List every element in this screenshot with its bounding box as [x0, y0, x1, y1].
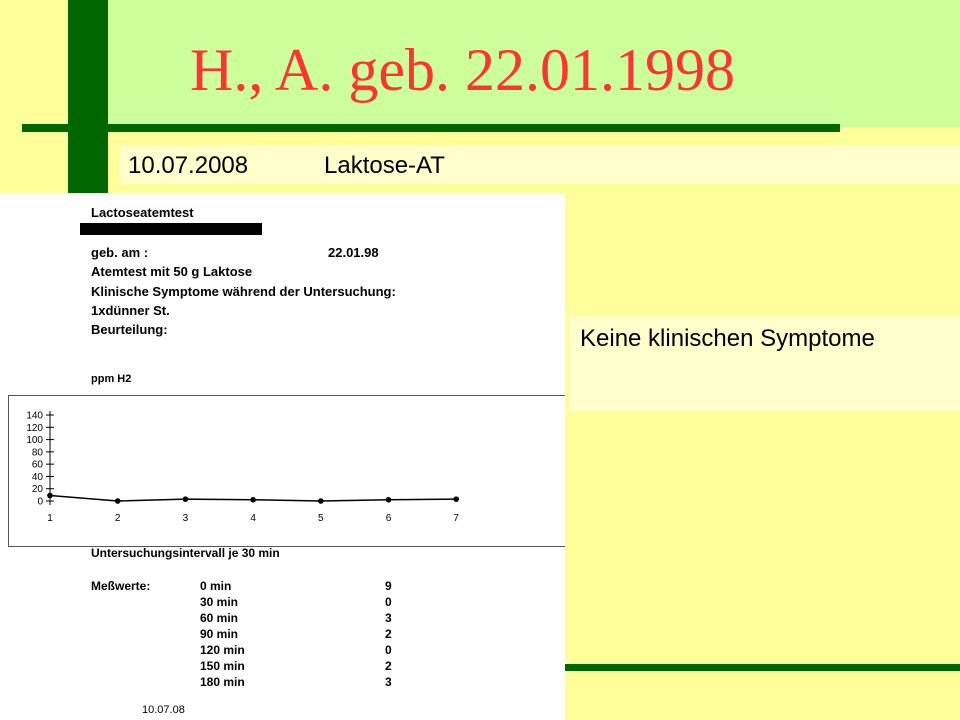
data-point [453, 496, 459, 502]
y-tick-label: 100 [26, 435, 43, 447]
measurement-time: 120 min [200, 643, 245, 657]
data-point [183, 496, 189, 502]
data-point [386, 497, 392, 503]
x-tick-label: 7 [453, 513, 459, 524]
test-name: Laktose-AT [324, 152, 445, 179]
x-tick-label: 3 [182, 513, 189, 524]
y-tick-label: 120 [26, 422, 43, 434]
measurement-value: 9 [385, 579, 392, 593]
data-point [318, 498, 324, 504]
dob-label: geb. am : [91, 245, 149, 260]
chart-ylabel: ppm H2 [91, 373, 132, 385]
note-box [570, 315, 960, 411]
subtitle-bar [120, 146, 960, 184]
measurement-value: 2 [385, 659, 392, 673]
measurement-time: 60 min [200, 611, 239, 625]
green-bottom-rule [565, 664, 960, 671]
measurement-value: 0 [385, 643, 392, 657]
measurement-value: 0 [385, 595, 392, 609]
measurements-label: Meßwerte: [91, 579, 151, 593]
interval-line: Untersuchungsintervall je 30 min [91, 546, 280, 560]
measurement-value: 2 [385, 627, 392, 641]
measurement-time: 90 min [200, 627, 239, 641]
measurement-time: 0 min [200, 579, 232, 593]
x-tick-label: 2 [114, 513, 121, 524]
symptom-line: 1xdünner St. [91, 303, 170, 318]
measurement-value: 3 [385, 675, 392, 689]
redaction-bar [80, 223, 262, 235]
breath-test-chart [0, 393, 565, 593]
measurement-time: 150 min [200, 659, 245, 673]
note-text: Keine klinischen Symptome [580, 325, 875, 352]
y-tick-label: 0 [37, 496, 43, 508]
measurement-time: 180 min [200, 675, 245, 689]
test-date: 10.07.2008 [128, 152, 249, 179]
data-point [47, 493, 53, 499]
x-tick-label: 5 [318, 513, 324, 524]
scanned-report [0, 193, 565, 720]
green-title-rule [22, 124, 840, 132]
dob-value: 22.01.98 [328, 245, 379, 260]
measurement-value: 3 [385, 611, 392, 625]
x-tick-label: 1 [47, 513, 53, 524]
assessment-label: Beurteilung: [91, 322, 168, 337]
data-point [250, 497, 256, 503]
measurement-time: 30 min [200, 595, 239, 609]
footer-date: 10.07.08 [142, 704, 185, 716]
slide-title: H., A. geb. 22.01.1998 [190, 37, 735, 103]
report-heading: Lactoseatemtest [91, 205, 194, 220]
y-tick-label: 80 [31, 447, 43, 459]
data-point [115, 498, 121, 504]
y-tick-label: 20 [31, 484, 43, 496]
y-tick-label: 140 [26, 410, 43, 422]
x-tick-label: 4 [250, 513, 256, 524]
y-tick-label: 40 [31, 471, 43, 483]
y-tick-label: 60 [31, 459, 43, 471]
clinical-line: Klinische Symptome während der Untersuchung: [91, 284, 396, 299]
x-tick-label: 6 [385, 513, 392, 524]
test-line: Atemtest mit 50 g Laktose [91, 264, 253, 279]
